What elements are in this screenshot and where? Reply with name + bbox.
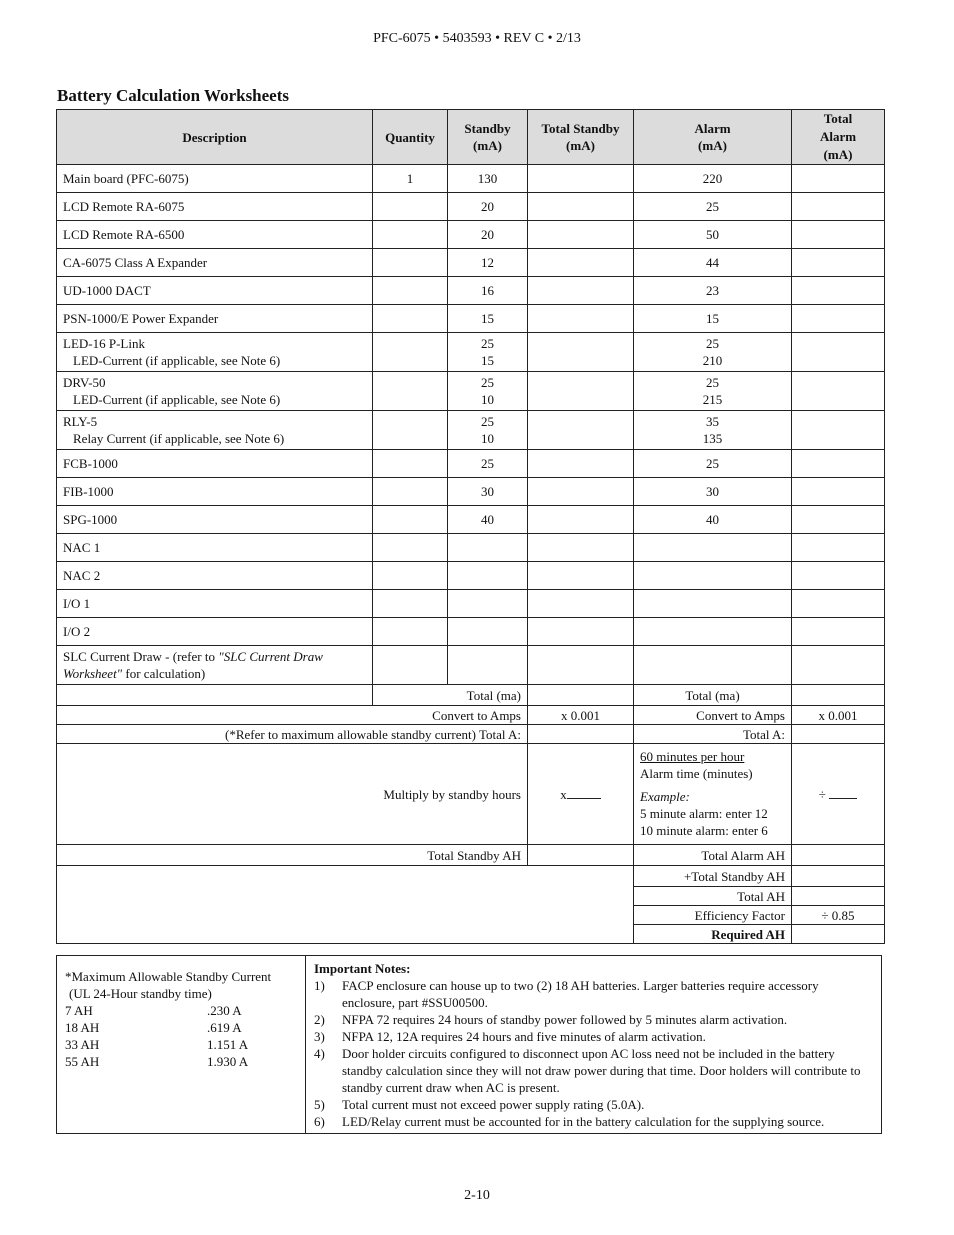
cell-alarm bbox=[634, 534, 792, 562]
ah-rating-row bbox=[65, 1036, 305, 1053]
standby-value: 30 bbox=[481, 484, 494, 499]
cell-standby bbox=[448, 193, 528, 221]
cell-standby bbox=[448, 221, 528, 249]
slc-description: SLC Current Draw - (refer to "SLC Current Draw Worksheet" for calculation) bbox=[57, 646, 373, 685]
cell-standby bbox=[448, 506, 528, 534]
cell-quantity[interactable] bbox=[373, 646, 448, 685]
device-subitem: LED-Current (if applicable, see Note 6) bbox=[73, 392, 281, 407]
device-name: NAC 1 bbox=[63, 540, 101, 555]
cell-total-alarm[interactable] bbox=[792, 534, 885, 562]
table-header-row bbox=[57, 110, 885, 165]
device-name: CA-6075 Class A Expander bbox=[63, 255, 208, 270]
cell-total-alarm[interactable] bbox=[792, 411, 885, 450]
cell-total-alarm[interactable] bbox=[792, 478, 885, 506]
table-row bbox=[57, 277, 885, 305]
alarm-value: 50 bbox=[706, 227, 719, 242]
note-number: 1) bbox=[314, 978, 325, 993]
cell-description bbox=[57, 450, 373, 478]
cell-total-standby[interactable] bbox=[528, 372, 634, 411]
alarm-value: 25 bbox=[706, 375, 719, 390]
standby-value: 16 bbox=[481, 283, 494, 298]
col-header-quantity: Quantity bbox=[373, 110, 448, 165]
standby-value: 15 bbox=[481, 311, 494, 326]
max-standby-current-panel bbox=[57, 956, 306, 1133]
cell-alarm bbox=[634, 333, 792, 372]
page-header: PFC-6075 • 5403593 • REV C • 2/13 bbox=[373, 31, 581, 46]
cell-alarm bbox=[634, 249, 792, 277]
device-name: I/O 2 bbox=[63, 624, 91, 639]
cell-description bbox=[57, 411, 373, 450]
max-standby-subtitle: (UL 24-Hour standby time) bbox=[69, 986, 212, 1001]
convert-alarm-label: Convert to Amps bbox=[634, 706, 792, 725]
page-title: Battery Calculation Worksheets bbox=[57, 86, 290, 105]
ah-rating-row bbox=[65, 1019, 305, 1036]
cell-total-standby[interactable] bbox=[528, 562, 634, 590]
standby-value: 25 bbox=[481, 336, 494, 351]
cell-total-alarm[interactable] bbox=[792, 618, 885, 646]
alarm-value-secondary: 210 bbox=[702, 353, 723, 368]
ah-rating-row bbox=[65, 1053, 305, 1070]
cell-quantity[interactable] bbox=[373, 249, 448, 277]
cell-quantity[interactable] bbox=[373, 478, 448, 506]
divide-alarm-input[interactable]: ÷ bbox=[792, 744, 885, 845]
important-notes-panel bbox=[306, 956, 881, 1133]
alarm-value: 25 bbox=[706, 336, 719, 351]
note-item bbox=[314, 1011, 873, 1028]
cell-alarm bbox=[634, 277, 792, 305]
note-number: 3) bbox=[314, 1029, 325, 1044]
standby-value: 25 bbox=[481, 456, 494, 471]
cell-total-standby[interactable] bbox=[528, 305, 634, 333]
cell-total-standby[interactable] bbox=[528, 411, 634, 450]
cell-total-standby[interactable] bbox=[528, 450, 634, 478]
convert-alarm-factor: x 0.001 bbox=[792, 706, 885, 725]
plus-total-standby-ah-value[interactable] bbox=[792, 866, 885, 887]
cell-description bbox=[57, 562, 373, 590]
table-row bbox=[57, 618, 885, 646]
cell-description bbox=[57, 165, 373, 193]
cell-standby bbox=[448, 165, 528, 193]
total-ma-alarm-label: Total (ma) bbox=[634, 685, 792, 706]
cell-standby bbox=[448, 478, 528, 506]
device-name: I/O 1 bbox=[63, 596, 91, 611]
col-header-description: Description bbox=[57, 110, 373, 165]
note-text: Door holder circuits configured to disconnect upon AC loss need not be included in the battery standby calculation since they will not draw power during that time. Door holders will contribute to standby current draw when AC is present. bbox=[342, 1046, 861, 1095]
cell-total-standby[interactable] bbox=[528, 333, 634, 372]
cell-total-alarm[interactable] bbox=[792, 562, 885, 590]
table-row bbox=[57, 249, 885, 277]
cell-total-alarm[interactable] bbox=[792, 450, 885, 478]
hours-row bbox=[57, 744, 885, 845]
device-name: NAC 2 bbox=[63, 568, 101, 583]
convert-standby-factor: x 0.001 bbox=[528, 706, 634, 725]
cell-quantity[interactable] bbox=[373, 305, 448, 333]
col-header-standby: Standby (mA) bbox=[448, 110, 528, 165]
total-ma-standby-value[interactable] bbox=[528, 685, 634, 706]
col-header-total-standby: Total Standby (mA) bbox=[528, 110, 634, 165]
cell-description bbox=[57, 590, 373, 618]
cell-description bbox=[57, 249, 373, 277]
efficiency-factor-label: Efficiency Factor bbox=[634, 906, 792, 925]
device-name: SPG-1000 bbox=[63, 512, 118, 527]
note-text: LED/Relay current must be accounted for in the battery calculation for the supplying source. bbox=[342, 1114, 825, 1129]
note-text: FACP enclosure can house up to two (2) 18 AH batteries. Larger batteries require accessory enclosure, part #SSU00500. bbox=[342, 978, 819, 1010]
note-text: Total current must not exceed power supply rating (5.0A). bbox=[342, 1097, 645, 1112]
cell-alarm bbox=[634, 506, 792, 534]
standby-value: 25 bbox=[481, 414, 494, 429]
note-item bbox=[314, 1045, 873, 1096]
standby-value-secondary: 10 bbox=[481, 392, 494, 407]
table-row bbox=[57, 305, 885, 333]
cell-alarm bbox=[634, 165, 792, 193]
cell-quantity[interactable] bbox=[373, 333, 448, 372]
cell-alarm bbox=[634, 478, 792, 506]
alarm-value-secondary: 135 bbox=[702, 431, 723, 446]
cell-alarm bbox=[634, 562, 792, 590]
note-text: NFPA 72 requires 24 hours of standby power followed by 5 minutes alarm activation. bbox=[342, 1012, 788, 1027]
total-ah-label: Total AH bbox=[634, 887, 792, 906]
table-row bbox=[57, 221, 885, 249]
cell-total-standby[interactable] bbox=[528, 478, 634, 506]
cell-quantity[interactable] bbox=[373, 506, 448, 534]
cell-quantity[interactable] bbox=[373, 450, 448, 478]
cell-total-alarm[interactable] bbox=[792, 333, 885, 372]
total-ma-standby-label: Total (ma) bbox=[373, 685, 528, 706]
cell-description bbox=[57, 534, 373, 562]
total-ah-value[interactable] bbox=[792, 887, 885, 906]
standby-value-secondary: 10 bbox=[481, 431, 494, 446]
cell-alarm bbox=[634, 450, 792, 478]
cell-quantity[interactable]: 1 bbox=[373, 165, 448, 193]
note-number: 6) bbox=[314, 1114, 325, 1129]
total-amps-row bbox=[57, 725, 885, 744]
table-row bbox=[57, 193, 885, 221]
cell-alarm[interactable] bbox=[634, 646, 792, 685]
alarm-hours-info: 60 minutes per hour Alarm time (minutes) Example: 5 minute alarm: enter 12 10 minute alarm: enter 6 bbox=[634, 744, 792, 845]
note-text: NFPA 12, 12A requires 24 hours and five minutes of alarm activation. bbox=[342, 1029, 706, 1044]
device-name: LCD Remote RA-6075 bbox=[63, 199, 185, 214]
ah-ratings-list bbox=[65, 1002, 305, 1070]
max-current: 1.151 A bbox=[207, 1037, 249, 1052]
max-standby-title: *Maximum Allowable Standby Current bbox=[65, 969, 272, 984]
required-ah-label: Required AH bbox=[634, 925, 792, 944]
total-ah-row bbox=[57, 845, 885, 866]
cell-total-alarm[interactable] bbox=[792, 372, 885, 411]
cell-standby bbox=[448, 534, 528, 562]
table-row bbox=[57, 450, 885, 478]
cell-total-standby[interactable] bbox=[528, 534, 634, 562]
cell-total-alarm[interactable] bbox=[792, 193, 885, 221]
cell-total-standby[interactable] bbox=[528, 618, 634, 646]
table-row bbox=[57, 411, 885, 450]
cell-alarm bbox=[634, 221, 792, 249]
cell-standby bbox=[448, 562, 528, 590]
device-name: Main board (PFC-6075) bbox=[63, 171, 189, 186]
cell-alarm bbox=[634, 372, 792, 411]
device-name: RLY-5 bbox=[63, 414, 98, 429]
cell-quantity[interactable] bbox=[373, 277, 448, 305]
cell-standby bbox=[448, 618, 528, 646]
cell-quantity[interactable] bbox=[373, 590, 448, 618]
max-current: .619 A bbox=[207, 1020, 242, 1035]
device-subitem: Relay Current (if applicable, see Note 6) bbox=[73, 431, 285, 446]
cell-standby bbox=[448, 411, 528, 450]
col-header-alarm: Alarm (mA) bbox=[634, 110, 792, 165]
table-row bbox=[57, 590, 885, 618]
cell-alarm bbox=[634, 193, 792, 221]
total-a-alarm-value[interactable] bbox=[792, 725, 885, 744]
alarm-value: 25 bbox=[706, 199, 719, 214]
table-row bbox=[57, 372, 885, 411]
device-subitem: LED-Current (if applicable, see Note 6) bbox=[73, 353, 281, 368]
alarm-value: 15 bbox=[706, 311, 719, 326]
efficiency-factor-value: ÷ 0.85 bbox=[792, 906, 885, 925]
cell-quantity[interactable] bbox=[373, 411, 448, 450]
alarm-value: 30 bbox=[706, 484, 719, 499]
col-header-total-alarm: Total Alarm (mA) bbox=[792, 110, 885, 165]
table-row bbox=[57, 333, 885, 372]
alarm-value: 40 bbox=[706, 512, 719, 527]
table-row bbox=[57, 478, 885, 506]
cell-alarm bbox=[634, 305, 792, 333]
cell-standby bbox=[448, 372, 528, 411]
alarm-value-secondary: 215 bbox=[702, 392, 723, 407]
cell-alarm bbox=[634, 618, 792, 646]
note-number: 2) bbox=[314, 1012, 325, 1027]
important-notes-title: Important Notes: bbox=[314, 961, 411, 976]
cell-standby bbox=[448, 249, 528, 277]
total-ma-row bbox=[57, 685, 885, 706]
table-row bbox=[57, 506, 885, 534]
cell-description bbox=[57, 333, 373, 372]
note-item bbox=[314, 1113, 873, 1130]
total-alarm-ah-label: Total Alarm AH bbox=[634, 845, 792, 866]
note-item bbox=[314, 977, 873, 1011]
cell-total-standby[interactable] bbox=[528, 646, 634, 685]
multiply-standby-label: Multiply by standby hours bbox=[57, 744, 528, 845]
cell-description bbox=[57, 305, 373, 333]
cell-total-standby[interactable] bbox=[528, 590, 634, 618]
required-ah-value[interactable] bbox=[792, 925, 885, 944]
cell-standby bbox=[448, 305, 528, 333]
important-notes-list bbox=[314, 977, 873, 1130]
cell-total-alarm[interactable] bbox=[792, 221, 885, 249]
cell-quantity[interactable] bbox=[373, 372, 448, 411]
ah-rating-row bbox=[65, 1002, 305, 1019]
cell-total-alarm[interactable] bbox=[792, 646, 885, 685]
cell-alarm bbox=[634, 411, 792, 450]
cell-description bbox=[57, 277, 373, 305]
cell-total-alarm[interactable] bbox=[792, 590, 885, 618]
standby-value-secondary: 15 bbox=[481, 353, 494, 368]
table-row bbox=[57, 562, 885, 590]
max-current: .230 A bbox=[207, 1003, 242, 1018]
standby-value: 130 bbox=[477, 171, 498, 186]
standby-value: 20 bbox=[481, 227, 494, 242]
cell-total-standby[interactable] bbox=[528, 193, 634, 221]
cell-total-standby[interactable] bbox=[528, 277, 634, 305]
cell-alarm bbox=[634, 590, 792, 618]
note-item bbox=[314, 1096, 873, 1113]
total-standby-ah-value[interactable] bbox=[528, 845, 634, 866]
cell-description bbox=[57, 478, 373, 506]
cell-standby bbox=[448, 333, 528, 372]
cell-total-alarm[interactable] bbox=[792, 165, 885, 193]
cell-quantity[interactable] bbox=[373, 193, 448, 221]
plus-standby-row bbox=[57, 866, 885, 887]
cell-description bbox=[57, 221, 373, 249]
notes-box bbox=[56, 955, 882, 1134]
note-number: 5) bbox=[314, 1097, 325, 1112]
cell-standby bbox=[448, 450, 528, 478]
battery-ah: 55 AH bbox=[65, 1054, 100, 1069]
plus-total-standby-ah-label: +Total Standby AH bbox=[634, 866, 792, 887]
cell-total-standby[interactable] bbox=[528, 249, 634, 277]
alarm-value: 25 bbox=[706, 456, 719, 471]
note-item bbox=[314, 1028, 873, 1045]
alarm-value: 220 bbox=[702, 171, 723, 186]
cell-description bbox=[57, 193, 373, 221]
cell-standby bbox=[448, 590, 528, 618]
alarm-value: 23 bbox=[706, 283, 719, 298]
total-a-alarm-label: Total A: bbox=[634, 725, 792, 744]
total-alarm-ah-value[interactable] bbox=[792, 845, 885, 866]
table-row bbox=[57, 165, 885, 193]
table-row-slc bbox=[57, 646, 885, 685]
device-name: UD-1000 DACT bbox=[63, 283, 151, 298]
device-name: DRV-50 bbox=[63, 375, 106, 390]
note-number: 4) bbox=[314, 1046, 325, 1061]
cell-total-alarm[interactable] bbox=[792, 277, 885, 305]
standby-value: 25 bbox=[481, 375, 494, 390]
cell-quantity[interactable] bbox=[373, 221, 448, 249]
cell-quantity[interactable] bbox=[373, 562, 448, 590]
standby-value: 12 bbox=[481, 255, 494, 270]
cell-standby bbox=[448, 277, 528, 305]
cell-total-standby[interactable] bbox=[528, 506, 634, 534]
battery-ah: 7 AH bbox=[65, 1003, 93, 1018]
device-name: LED-16 P-Link bbox=[63, 336, 145, 351]
battery-ah: 33 AH bbox=[65, 1037, 100, 1052]
cell-total-alarm[interactable] bbox=[792, 506, 885, 534]
cell-total-standby[interactable] bbox=[528, 165, 634, 193]
cell-quantity[interactable] bbox=[373, 618, 448, 646]
cell-standby[interactable] bbox=[448, 646, 528, 685]
cell-description bbox=[57, 618, 373, 646]
total-ma-alarm-value[interactable] bbox=[792, 685, 885, 706]
total-a-standby-value[interactable] bbox=[528, 725, 634, 744]
max-current: 1.930 A bbox=[207, 1054, 249, 1069]
page-number: 2-10 bbox=[464, 1188, 490, 1203]
device-name: LCD Remote RA-6500 bbox=[63, 227, 185, 242]
standby-value: 20 bbox=[481, 199, 494, 214]
cell-quantity[interactable] bbox=[373, 534, 448, 562]
standby-value: 40 bbox=[481, 512, 494, 527]
total-a-standby-label: (*Refer to maximum allowable standby current) Total A: bbox=[57, 725, 528, 744]
cell-total-alarm[interactable] bbox=[792, 305, 885, 333]
convert-amps-row bbox=[57, 706, 885, 725]
battery-calculation-table bbox=[56, 109, 885, 944]
cell-total-standby[interactable] bbox=[528, 221, 634, 249]
alarm-value: 35 bbox=[706, 414, 719, 429]
device-name: PSN-1000/E Power Expander bbox=[63, 311, 219, 326]
cell-description bbox=[57, 506, 373, 534]
alarm-value: 44 bbox=[706, 255, 719, 270]
convert-standby-label: Convert to Amps bbox=[57, 706, 528, 725]
battery-ah: 18 AH bbox=[65, 1020, 100, 1035]
multiply-standby-input[interactable]: x bbox=[528, 744, 634, 845]
device-name: FCB-1000 bbox=[63, 456, 118, 471]
cell-description bbox=[57, 372, 373, 411]
total-standby-ah-label: Total Standby AH bbox=[57, 845, 528, 866]
table-row bbox=[57, 534, 885, 562]
cell-total-alarm[interactable] bbox=[792, 249, 885, 277]
device-name: FIB-1000 bbox=[63, 484, 114, 499]
